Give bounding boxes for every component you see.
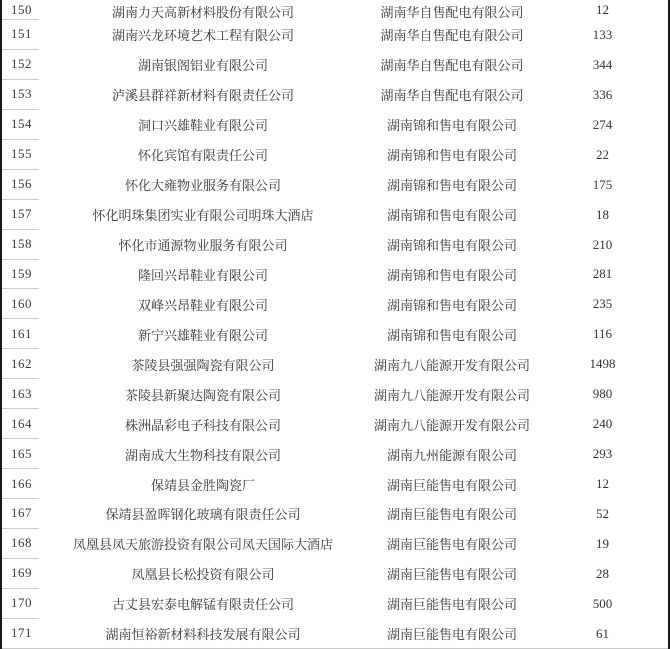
count-cell: 28 [596,565,609,581]
table-row [2,200,668,230]
table-row [2,559,668,589]
table-row [2,170,668,200]
table-row [2,349,668,379]
company-name-cell: 茶陵县新聚达陶瓷有限公司 [124,387,281,403]
row-number-cell: 156 [2,170,39,200]
count-cell: 175 [592,176,613,192]
seller-company-cell: 湖南锦和售电有限公司 [386,178,517,194]
seller-company-cell: 湖南华自售配电有限公司 [380,5,524,20]
company-name-cell: 古丈县宏泰电解锰有限责任公司 [111,597,294,613]
company-name-cell: 泸溪县群祥新材料有限责任公司 [111,88,294,104]
row-number-cell: 153 [2,80,39,110]
row-number-cell: 154 [2,110,39,140]
table-row [2,529,668,559]
table-row [2,319,668,349]
seller-company-cell: 湖南九八能源开发有限公司 [373,357,530,373]
count-cell: 18 [596,206,609,222]
row-number-cell: 158 [2,230,39,260]
seller-company-cell: 湖南九八能源开发有限公司 [373,387,530,403]
seller-company-cell: 湖南锦和售电有限公司 [386,148,517,164]
count-cell: 336 [592,86,613,102]
count-cell: 281 [592,266,613,282]
row-number-cell: 169 [2,559,39,589]
table-row [2,409,668,439]
company-name-cell: 保靖县金胜陶瓷厂 [150,477,255,493]
count-cell: 274 [592,116,613,132]
table-row [2,0,668,20]
company-name-cell: 双峰兴昂鞋业有限公司 [137,297,268,313]
seller-company-cell: 湖南巨能售电有限公司 [386,537,517,553]
row-number-cell: 162 [2,349,39,379]
seller-company-cell: 湖南九州能源有限公司 [386,447,517,463]
company-name-cell: 凤凰县凤天旅游投资有限公司凤天国际大酒店 [72,537,333,553]
seller-company-cell: 湖南锦和售电有限公司 [386,297,517,313]
count-cell: 19 [596,535,609,551]
company-name-cell: 怀化宾馆有限责任公司 [137,148,268,164]
company-name-cell: 湖南银阁铝业有限公司 [137,58,268,74]
company-name-cell: 湖南力天高新材料股份有限公司 [111,5,294,20]
count-cell: 500 [592,595,613,611]
table-row [2,80,668,110]
seller-company-cell: 湖南锦和售电有限公司 [386,208,517,224]
row-number-cell: 171 [2,619,39,649]
table-row [2,589,668,619]
company-name-cell: 怀化大雍物业服务有限公司 [124,178,281,194]
row-number-cell: 159 [2,260,39,290]
company-name-cell: 湖南成大生物科技有限公司 [124,447,281,463]
count-cell: 980 [592,386,613,402]
seller-company-cell: 湖南华自售配电有限公司 [380,28,524,44]
seller-company-cell: 湖南锦和售电有限公司 [386,267,517,283]
company-name-cell: 保靖县盈晖钢化玻璃有限责任公司 [105,507,301,523]
company-name-cell: 湖南兴龙环境艺术工程有限公司 [111,28,294,44]
table-row [2,439,668,469]
table-row [2,140,668,170]
row-number-cell: 170 [2,589,39,619]
count-cell: 22 [596,146,609,162]
table-row [2,260,668,290]
company-name-cell: 株洲晶彩电子科技有限公司 [124,417,281,433]
row-number-cell: 155 [2,140,39,170]
table-row [2,619,668,649]
company-name-cell: 凤凰县长松投资有限公司 [131,567,275,583]
company-table [2,0,668,649]
seller-company-cell: 湖南巨能售电有限公司 [386,507,517,523]
company-name-cell: 新宁兴雄鞋业有限公司 [137,327,268,343]
company-name-cell: 怀化明珠集团实业有限公司明珠大酒店 [92,208,314,224]
company-name-cell: 洞口兴雄鞋业有限公司 [137,118,268,134]
row-number-cell: 161 [2,319,39,349]
company-name-cell: 隆回兴昂鞋业有限公司 [137,267,268,283]
seller-company-cell: 湖南九八能源开发有限公司 [373,417,530,433]
row-number-cell: 160 [2,289,39,319]
seller-company-cell: 湖南巨能售电有限公司 [386,567,517,583]
seller-company-cell: 湖南锦和售电有限公司 [386,118,517,134]
seller-company-cell: 湖南锦和售电有限公司 [386,238,517,254]
row-number-cell: 163 [2,379,39,409]
seller-company-cell: 湖南华自售配电有限公司 [380,88,524,104]
table-row [2,20,668,50]
count-cell: 12 [596,2,609,17]
seller-company-cell: 湖南锦和售电有限公司 [386,327,517,343]
table-row [2,499,668,529]
row-number-cell: 165 [2,439,39,469]
seller-company-cell: 湖南巨能售电有限公司 [386,627,517,643]
company-name-cell: 湖南恒裕新材料科技发展有限公司 [105,627,301,643]
seller-company-cell: 湖南巨能售电有限公司 [386,477,517,493]
row-number-cell: 150 [2,0,39,20]
row-number-cell: 166 [2,469,39,499]
table-row [2,110,668,140]
row-number-cell: 167 [2,499,39,529]
count-cell: 293 [592,446,613,462]
table-row [2,289,668,319]
count-cell: 235 [592,296,613,312]
seller-company-cell: 湖南巨能售电有限公司 [386,597,517,613]
table-row [2,379,668,409]
row-number-cell: 151 [2,20,39,50]
row-number-cell: 164 [2,409,39,439]
count-cell: 52 [596,505,609,521]
seller-company-cell: 湖南华自售配电有限公司 [380,58,524,74]
count-cell: 210 [592,236,613,252]
row-number-cell: 152 [2,50,39,80]
count-cell: 61 [596,625,609,641]
row-number-cell: 168 [2,529,39,559]
row-number-cell: 157 [2,200,39,230]
count-cell: 344 [592,56,613,72]
table-row [2,469,668,499]
table-row [2,230,668,260]
company-name-cell: 怀化市通源物业服务有限公司 [118,238,288,254]
count-cell: 116 [592,326,613,342]
count-cell: 12 [596,476,609,492]
count-cell: 1498 [589,356,616,372]
count-cell: 240 [592,416,613,432]
table-row [2,50,668,80]
company-name-cell: 茶陵县强强陶瓷有限公司 [131,357,275,373]
count-cell: 133 [592,26,613,42]
